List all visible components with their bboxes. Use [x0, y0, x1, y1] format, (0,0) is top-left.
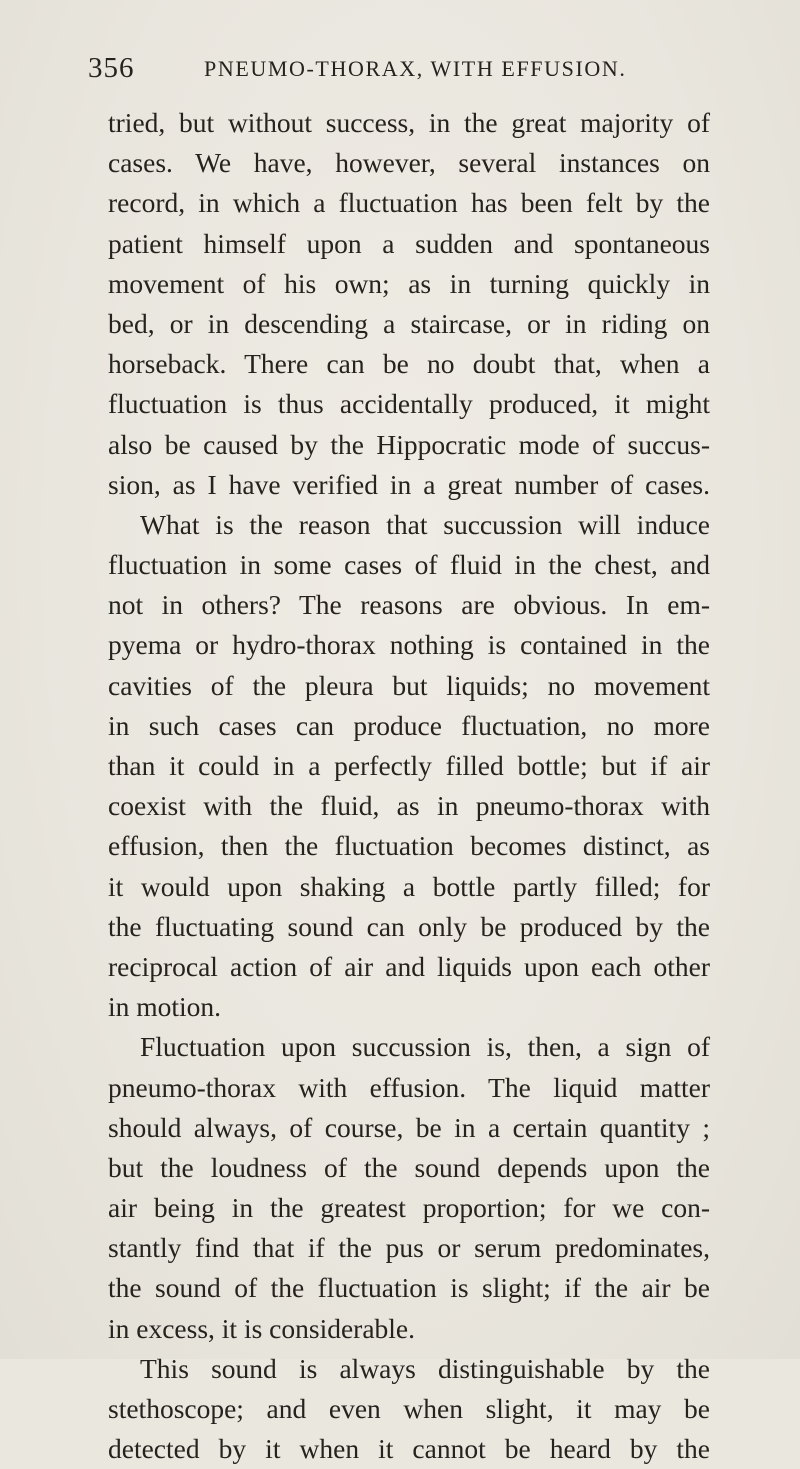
text-line: bed, or in descending a staircase, or in riding on: [108, 307, 710, 339]
text-line: Fluctuation upon succussion is, then, a sign of: [140, 1031, 710, 1063]
body-text: [108, 103, 710, 1469]
text-line: the sound of the fluctuation is slight; if the air be: [108, 1272, 710, 1304]
running-head: [88, 52, 728, 92]
text-line: the fluctuating sound can only be produced by the: [108, 910, 710, 942]
text-line: cavities of the pleura but liquids; no movement: [108, 669, 710, 701]
text-line: movement of his own; as in turning quickly in: [108, 267, 710, 299]
text-line: pyema or hydro-thorax nothing is contained in the: [108, 629, 710, 661]
text-line: detected by it when it cannot be heard by the: [108, 1433, 710, 1465]
text-line: not in others? The reasons are obvious. In em-: [108, 589, 710, 621]
running-head-title: PNEUMO-THORAX, WITH EFFUSION.: [204, 56, 627, 81]
text-line: effusion, then the fluctuation becomes distinct, as: [108, 830, 710, 862]
text-line: in motion.: [108, 991, 222, 1023]
text-line: sion, as I have verified in a great number of cases.: [108, 468, 710, 500]
text-line: in excess, it is considerable.: [108, 1312, 415, 1344]
page-number: 356: [88, 52, 135, 84]
text-line: record, in which a fluctuation has been felt by the: [108, 187, 710, 219]
text-line: This sound is always distinguishable by the: [140, 1352, 710, 1384]
text-line: but the loudness of the sound depends upon the: [108, 1151, 710, 1183]
text-line: air being in the greatest proportion; for we con-: [108, 1192, 710, 1224]
text-line: stethoscope; and even when slight, it may be: [108, 1393, 710, 1424]
text-line: stantly find that if the pus or serum predominates,: [108, 1232, 710, 1264]
text-line: horseback. There can be no doubt that, when a: [108, 348, 710, 380]
text-line: fluctuation is thus accidentally produced, it might: [108, 388, 710, 420]
text-line: also be caused by the Hippocratic mode of succus-: [108, 428, 710, 460]
text-line: in such cases can produce fluctuation, no more: [108, 709, 710, 741]
text-line: it would upon shaking a bottle partly filled; for: [108, 870, 710, 902]
text-line: pneumo-thorax with effusion. The liquid matter: [108, 1071, 710, 1103]
text-line: tried, but without success, in the great majority of: [108, 107, 710, 138]
text-line: What is the reason that succussion will induce: [140, 508, 710, 540]
text-line: patient himself upon a sudden and spontaneous: [108, 227, 710, 259]
text-line: fluctuation in some cases of fluid in the chest, and: [108, 549, 710, 581]
text-line: should always, of course, be in a certain quantity ;: [108, 1111, 710, 1143]
text-line: reciprocal action of air and liquids upon each other: [108, 950, 710, 982]
text-line: cases. We have, however, several instances on: [108, 147, 710, 179]
text-line: coexist with the fluid, as in pneumo-thorax with: [108, 790, 710, 822]
text-line: than it could in a perfectly filled bottle; but if air: [108, 750, 710, 781]
